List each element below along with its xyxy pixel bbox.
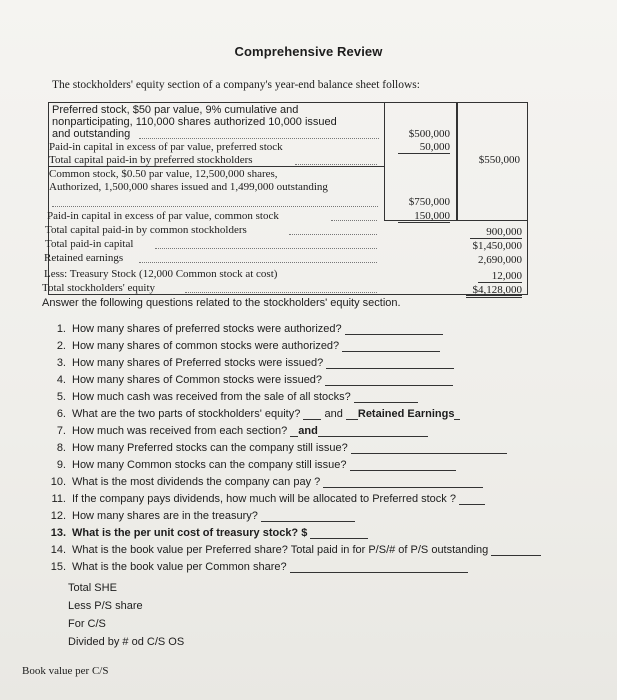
question-2 (50, 340, 440, 354)
pref-line3: and outstanding (52, 128, 131, 140)
answer-blank[interactable] (354, 392, 418, 403)
double-underline (466, 297, 522, 298)
question-number: 10. (50, 476, 66, 488)
work-total-she: Total SHE (68, 582, 117, 594)
answer-blank[interactable] (351, 443, 507, 454)
total-pref-value: $550,000 (478, 154, 520, 166)
question-number: 14. (50, 544, 66, 556)
answer-blank[interactable] (261, 511, 355, 522)
paic-pref-label: Paid-in capital in excess of par value, preferred stock (49, 141, 283, 153)
question-number: 5. (56, 391, 66, 403)
answer-blank[interactable] (323, 477, 483, 488)
underline (470, 238, 522, 239)
row-divider (49, 166, 384, 167)
paic-pref-value: 50,000 (419, 141, 450, 153)
work-less-ps: Less P/S share (68, 600, 143, 612)
answer-blank[interactable] (346, 409, 358, 420)
handwritten-answer: Retained Earnings (357, 408, 455, 420)
question-text: How many shares are in the treasury? (72, 510, 258, 522)
answer-blank[interactable] (342, 341, 440, 352)
question-3 (50, 357, 454, 371)
total-pref-label: Total capital paid-in by preferred stockholders (49, 154, 253, 166)
leader-dots (155, 248, 377, 249)
retained-label: Retained earnings (44, 252, 124, 264)
underline (478, 282, 522, 283)
common-line1: Common stock, $0.50 par value, 12,500,000 shares, (49, 168, 278, 180)
question-12 (50, 510, 355, 524)
total-equity-value: $4,128,000 (472, 284, 522, 296)
treasury-value: 12,000 (491, 270, 522, 282)
paic-common-label: Paid-in capital in excess of par value, common stock (47, 210, 279, 222)
pref-value: $500,000 (408, 128, 450, 140)
question-text: How much cash was received from the sale of all stocks? (72, 391, 351, 403)
question-number: 8. (56, 442, 66, 454)
question-10 (50, 476, 483, 490)
question-text: What is the book value per Common share? (72, 561, 287, 573)
question-text: How many Preferred stocks can the company still issue? (72, 442, 348, 454)
underline (398, 222, 450, 223)
retained-value: 2,690,000 (478, 254, 522, 266)
underline (398, 153, 450, 154)
answer-blank[interactable] (303, 409, 321, 420)
answer-blank[interactable] (350, 460, 456, 471)
answer-blank[interactable] (454, 409, 460, 420)
question-number: 15. (50, 561, 66, 573)
pref-line1: Preferred stock, $50 par value, 9% cumulative and (52, 104, 299, 116)
question-13 (50, 527, 368, 541)
total-paid-in-label: Total paid-in capital (45, 238, 134, 250)
question-number: 3. (56, 357, 66, 369)
common-line2: Authorized, 1,500,000 shares issued and 1,499,000 outstanding (49, 181, 328, 193)
paic-common-value: 150,000 (414, 210, 450, 222)
question-number: 12. (50, 510, 66, 522)
question-text: What is the book value per Preferred share? Total paid in for P/S/# of P/S outstanding (72, 544, 489, 556)
question-number: 4. (56, 374, 66, 386)
intro-text: The stockholders' equity section of a company's year-end balance sheet follows: (52, 79, 420, 91)
leader-dots (295, 164, 377, 165)
question-text: How many shares of common stocks were authorized? (72, 340, 340, 352)
question-15 (50, 561, 468, 575)
question-number: 13. (50, 527, 66, 539)
question-7 (50, 425, 428, 439)
answer-blank[interactable] (310, 528, 368, 539)
answer-blank[interactable] (459, 494, 485, 505)
leader-dots (52, 206, 378, 207)
total-equity-label: Total stockholders' equity (42, 282, 156, 294)
work-for-cs: For C/S (68, 618, 106, 630)
question-number: 2. (56, 340, 66, 352)
question-text: What are the two parts of stockholders' equity? (72, 408, 301, 420)
treasury-label: Less: Treasury Stock (12,000 Common stock at cost) (44, 268, 278, 280)
question-number: 7. (56, 425, 66, 437)
page-title: Comprehensive Review (234, 44, 383, 59)
question-text: What is the per unit cost of treasury stock? $ (72, 527, 308, 539)
question-number: 11. (51, 493, 66, 505)
and-connector: and (324, 408, 343, 420)
underline (466, 295, 522, 296)
answer-blank[interactable] (491, 545, 541, 556)
question-number: 6. (56, 408, 66, 420)
question-6 (50, 408, 460, 422)
leader-dots (289, 234, 377, 235)
question-text: How many Common stocks can the company still issue? (72, 459, 347, 471)
answer-blank[interactable] (318, 426, 428, 437)
question-number: 9. (56, 459, 66, 471)
question-text: How many shares of Preferred stocks were issued? (72, 357, 324, 369)
question-text: What is the most dividends the company can pay ? (72, 476, 321, 488)
question-8 (50, 442, 507, 456)
question-text: How much was received from each section? (72, 425, 288, 437)
total-common-label: Total capital paid-in by common stockholders (45, 224, 247, 236)
equity-section-table (0, 0, 617, 310)
leader-dots (139, 138, 379, 139)
question-9 (50, 459, 456, 473)
pref-line2: nonparticipating, 110,000 shares authorized 10,000 issued (52, 116, 337, 128)
handwritten-answer: and (298, 425, 318, 437)
total-common-value: 900,000 (486, 226, 522, 238)
answer-blank[interactable] (326, 358, 454, 369)
question-14 (50, 544, 541, 558)
common-value: $750,000 (408, 196, 450, 208)
question-5 (50, 391, 418, 405)
question-1 (50, 323, 443, 337)
question-number: 1. (56, 323, 66, 335)
question-text: How many shares of preferred stocks were authorized? (72, 323, 342, 335)
leader-dots (331, 220, 377, 221)
leader-dots (185, 292, 377, 293)
question-4 (50, 374, 453, 388)
answer-blank[interactable] (290, 562, 468, 573)
answer-blank[interactable] (325, 375, 453, 386)
question-11 (50, 493, 485, 507)
leader-dots (139, 262, 377, 263)
book-value-footer: Book value per C/S (22, 665, 109, 677)
answer-blank[interactable] (345, 324, 443, 335)
question-text: If the company pays dividends, how much will be allocated to Preferred stock ? (72, 493, 456, 505)
work-divided-by: Divided by # od C/S OS (68, 636, 185, 648)
total-paid-in-value: $1,450,000 (472, 240, 522, 252)
instructions: Answer the following questions related to the stockholders' equity section. (42, 297, 401, 309)
question-text: How many shares of Common stocks were issued? (72, 374, 323, 386)
